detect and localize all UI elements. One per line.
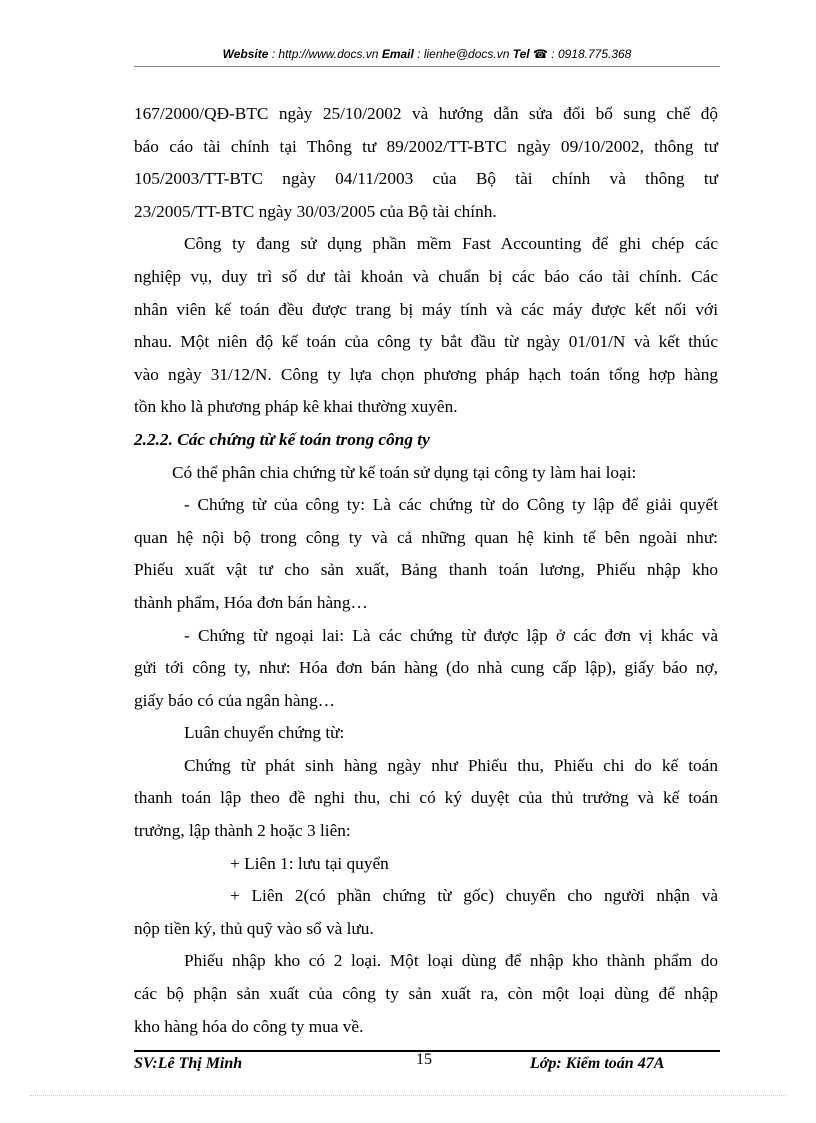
tel-value: : 0918.775.368: [547, 47, 632, 61]
text-line: gửi tới công ty, như: Hóa đơn bán hàng (do nhà cung cấp lập), giấy báo nợ,: [134, 658, 718, 678]
list-item: + Liên 2(có phần chứng từ gốc) chuyển cho người nhận và: [230, 886, 718, 906]
text-line: các bộ phận sản xuất của công ty sản xuất ra, còn một loại dùng để nhập: [134, 984, 718, 1004]
email-value: : lienhe@docs.vn: [413, 47, 513, 61]
list-item-first-line: - Chứng từ của công ty: Là các chứng từ do Công ty lập để giải quyết: [184, 495, 718, 515]
student-name: SV:Lê Thị Minh: [134, 1055, 243, 1072]
document-body: [134, 98, 718, 1043]
text-line: nghiệp vụ, duy trì số dư tài khoản và chuẩn bị các báo cáo tài chính. Các: [134, 266, 718, 286]
paragraph-first-line: Có thể phân chia chứng từ kế toán sử dụng tại công ty làm hai loại:: [172, 462, 637, 482]
text-line: nhau. Một niên độ kế toán của công ty bắt đầu từ ngày 01/01/N và kết thúc: [134, 332, 718, 352]
text-line: tồn kho là phương pháp kê khai thường xuyên.: [134, 397, 458, 417]
text-line: vào ngày 31/12/N. Công ty lựa chọn phương pháp hạch toán tổng hợp hàng: [134, 364, 718, 384]
text-line: nhân viên kế toán đều được trang bị máy tính và các máy được kết nối với: [134, 299, 718, 319]
subheading: Luân chuyển chứng từ:: [184, 723, 345, 743]
page-header: [134, 47, 720, 61]
website-label: Website: [222, 47, 269, 61]
text-line: 23/2005/TT-BTC ngày 30/03/2005 của Bộ tài chính.: [134, 201, 497, 221]
text-line: 105/2003/TT-BTC ngày 04/11/2003 của Bộ tài chính và thông tư: [134, 169, 718, 189]
list-item: + Liên 1: lưu tại quyển: [230, 853, 389, 873]
email-label: Email: [381, 47, 414, 61]
page-number: 15: [416, 1051, 432, 1068]
section-heading: 2.2.2. Các chứng từ kế toán trong công ty: [134, 429, 430, 449]
text-line: nộp tiền ký, thủ quỹ vào sổ và lưu.: [134, 918, 374, 938]
text-line: giấy báo có của ngân hàng…: [134, 690, 336, 710]
text-line: quan hệ nội bộ trong công ty và cả những quan hệ kinh tế bên ngoài như:: [134, 527, 718, 547]
website-value: : http://www.docs.vn: [268, 47, 382, 61]
phone-icon: ☎: [532, 47, 548, 61]
text-line: kho hàng hóa do công ty mua về.: [134, 1016, 364, 1036]
header-divider: [134, 66, 720, 67]
text-line: thành phẩm, Hóa đơn bán hàng…: [134, 592, 368, 612]
paragraph-first-line: Phiếu nhập kho có 2 loại. Một loại dùng để nhập kho thành phẩm do: [184, 951, 718, 971]
class-name: Lớp: Kiểm toán 47A: [530, 1055, 665, 1072]
paragraph-first-line: Chứng từ phát sinh hàng ngày như Phiếu thu, Phiếu chi do kế toán: [184, 755, 718, 775]
tel-label: Tel: [512, 47, 530, 61]
list-item-first-line: - Chứng từ ngoại lai: Là các chứng từ được lập ở các đơn vị khác và: [184, 625, 718, 645]
text-line: Phiếu xuất vật tư cho sản xuất, Bảng thanh toán lương, Phiếu nhập kho: [134, 560, 718, 580]
page-bottom-dotted-line: [30, 1095, 786, 1096]
paragraph-first-line: Công ty đang sử dụng phần mềm Fast Accounting để ghi chép các: [184, 234, 718, 254]
text-line: báo cáo tài chính tại Thông tư 89/2002/TT-BTC ngày 09/10/2002, thông tư: [134, 136, 718, 156]
text-line: thanh toán lập theo đề nghi thu, chi có ký duyệt của thủ trưởng và kế toán: [134, 788, 718, 808]
text-line: 167/2000/QĐ-BTC ngày 25/10/2002 và hướng dẫn sửa đổi bổ sung chế độ: [134, 104, 718, 123]
text-line: trưởng, lập thành 2 hoặc 3 liên:: [134, 821, 351, 841]
